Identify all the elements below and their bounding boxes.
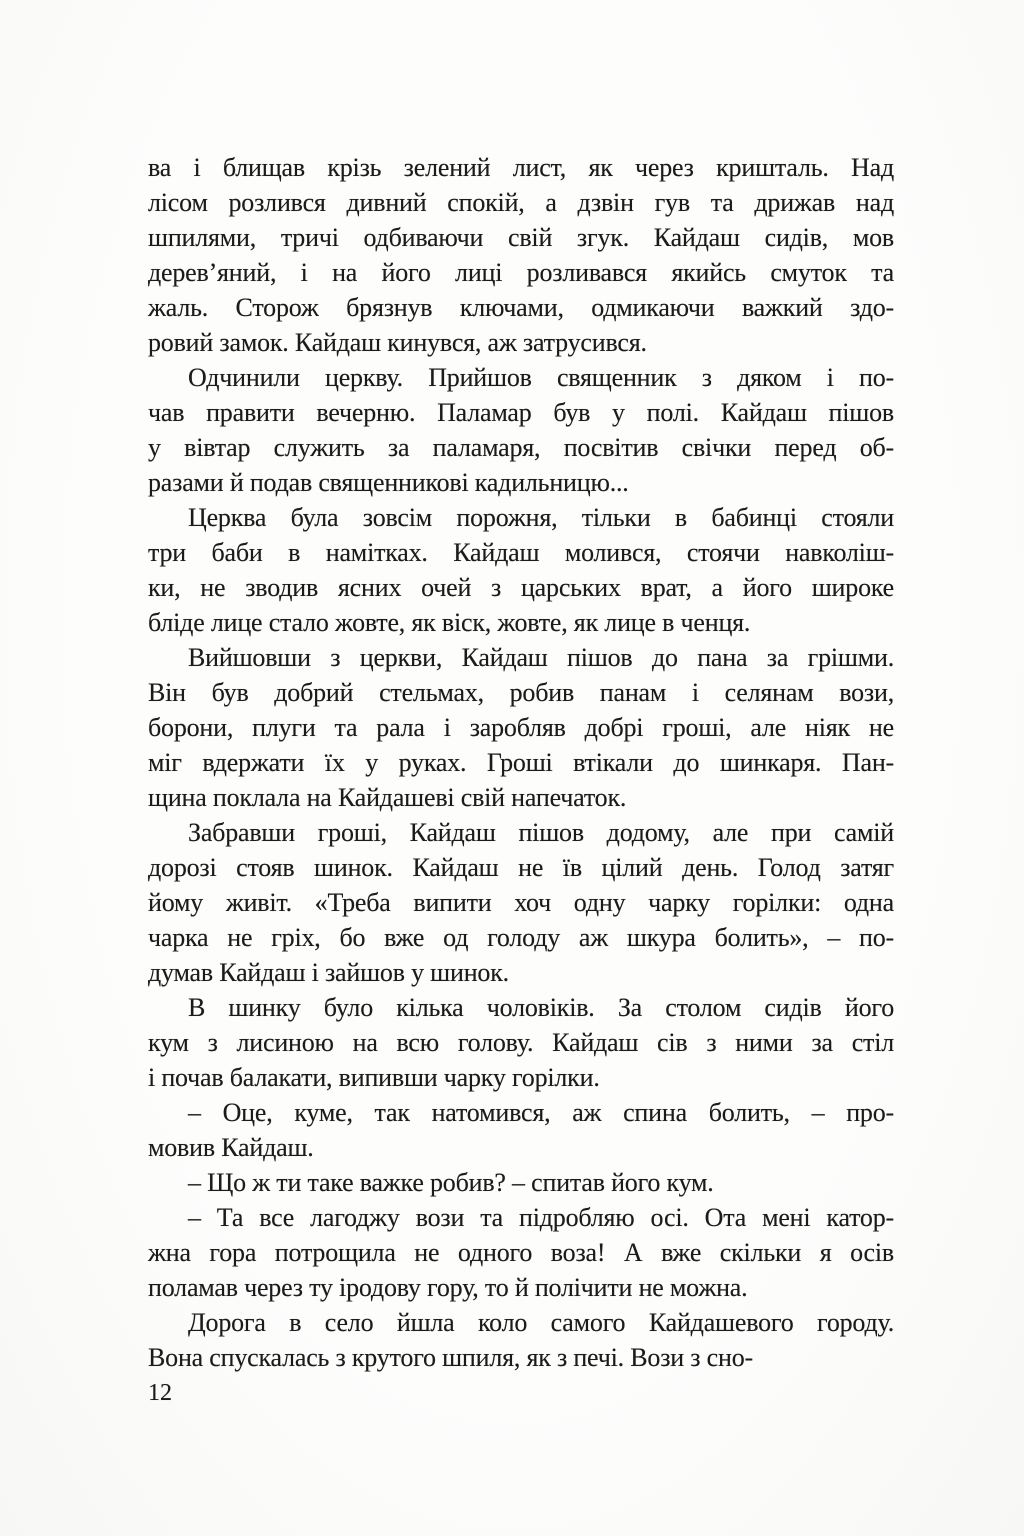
text-line: бліде лице стало жовте, як віск, жовте, як лице в ченця. xyxy=(148,608,751,637)
text-line: щина поклала на Кайдашеві свій напечаток. xyxy=(148,783,627,812)
text-line: і почав балакати, випивши чарку горілки. xyxy=(148,1063,600,1092)
page-number: 12 xyxy=(148,1380,172,1406)
text-line: Вийшовши з церкви, Кайдаш пішов до пана за грішми. xyxy=(188,643,894,672)
text-line: йому живіт. «Треба випити хоч одну чарку горілки: одна xyxy=(148,888,894,917)
text-line: В шинку було кілька чоловіків. За столом сидів його xyxy=(188,993,894,1022)
text-line: шпилями, тричі одбиваючи свій згук. Кайдаш сидів, мов xyxy=(148,223,894,252)
text-line: чарка не гріх, бо вже од голоду аж шкура болить», – по- xyxy=(148,923,894,952)
text-line: – Що ж ти таке важке робив? – спитав його кум. xyxy=(188,1168,714,1197)
text-line: три баби в намітках. Кайдаш молився, стоячи навколіш- xyxy=(148,538,894,567)
text-line: Одчинили церкву. Прийшов священник з дяком і по- xyxy=(188,363,894,392)
text-line: дорозі стояв шинок. Кайдаш не їв цілий день. Голод затяг xyxy=(148,853,894,882)
paragraph xyxy=(148,990,894,1095)
text-line: чав правити вечерню. Паламар був у полі. Кайдаш пішов xyxy=(148,398,894,427)
text-line: мовив Кайдаш. xyxy=(148,1133,314,1162)
text-line: поламав через ту іродову гору, то й полічити не можна. xyxy=(148,1273,748,1302)
paragraph xyxy=(148,640,894,815)
text-line: лісом розлився дивний спокій, а дзвін гув та дрижав над xyxy=(148,188,894,217)
paragraph xyxy=(148,500,894,640)
paragraph xyxy=(148,1305,894,1375)
text-line: – Оце, куме, так натомився, аж спина болить, – про- xyxy=(188,1098,894,1127)
text-line: жаль. Сторож брязнув ключами, одмикаючи важкий здо- xyxy=(148,293,894,322)
text-line: Дорога в село йшла коло самого Кайдашевого городу. xyxy=(188,1308,894,1337)
body-text xyxy=(148,150,894,1375)
text-line: борони, плуги та рала і заробляв добрі гроші, але ніяк не xyxy=(148,713,894,742)
text-line: міг вдержати їх у руках. Гроші втікали до шинкаря. Пан- xyxy=(148,748,894,777)
text-line: Вона спускалась з крутого шпиля, як з печі. Вози з сно- xyxy=(148,1343,753,1372)
text-line: ва і блищав крізь зелений лист, як через кришталь. Над xyxy=(148,153,894,182)
text-line: Він був добрий стельмах, робив панам і селянам вози, xyxy=(148,678,894,707)
text-line: думав Кайдаш і зайшов у шинок. xyxy=(148,958,509,987)
text-line: дерев’яний, і на його лиці розливався якийсь смуток та xyxy=(148,258,894,287)
paragraph xyxy=(148,815,894,990)
paragraph xyxy=(148,1095,894,1165)
text-line: Забравши гроші, Кайдаш пішов додому, але при самій xyxy=(188,818,894,847)
paragraph xyxy=(148,360,894,500)
paragraph xyxy=(148,1165,894,1200)
text-line: ки, не зводив ясних очей з царських врат, а його широке xyxy=(148,573,894,602)
text-line: жна гора потрощила не одного воза! А вже скільки я осів xyxy=(148,1238,894,1267)
text-line: ровий замок. Кайдаш кинувся, аж затрусився. xyxy=(148,328,647,357)
text-line: – Та все лагоджу вози та підробляю осі. Ота мені катор- xyxy=(188,1203,894,1232)
paragraph xyxy=(148,150,894,360)
text-line: разами й подав священникові кадильницю... xyxy=(148,468,629,497)
text-line: Церква була зовсім порожня, тільки в бабинці стояли xyxy=(188,503,894,532)
paragraph xyxy=(148,1200,894,1305)
text-line: кум з лисиною на всю голову. Кайдаш сів з ними за стіл xyxy=(148,1028,894,1057)
text-line: у вівтар служить за паламаря, посвітив свічки перед об- xyxy=(148,433,894,462)
